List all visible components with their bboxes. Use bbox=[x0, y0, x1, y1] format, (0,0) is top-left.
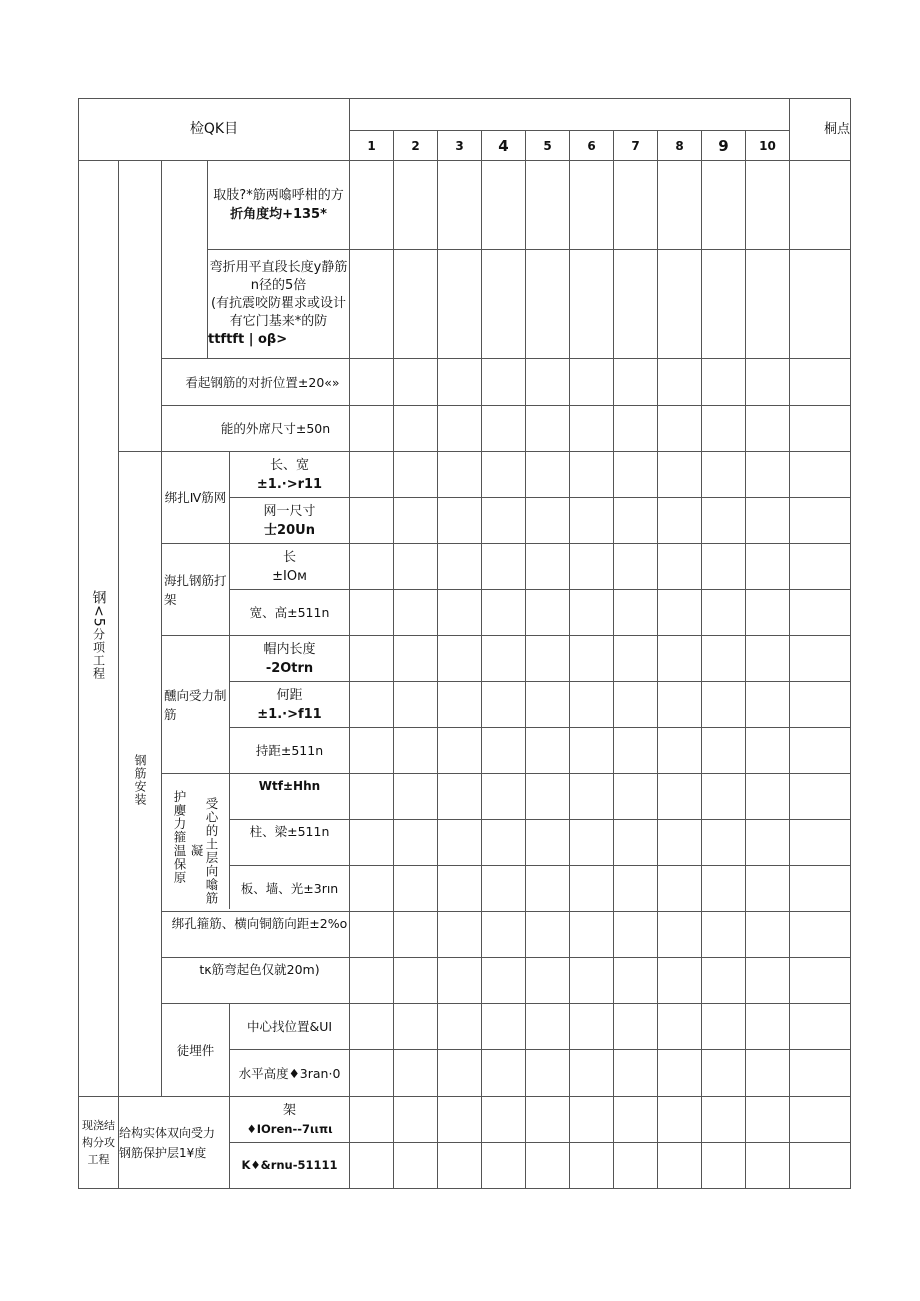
divider-col bbox=[657, 130, 658, 1189]
cast-item bbox=[119, 1097, 229, 1188]
cast-section-label bbox=[79, 1097, 118, 1188]
column-number: 4 bbox=[498, 136, 509, 155]
cover-column-beam: 柱、梁±511n bbox=[249, 823, 330, 839]
embedded-center: 中心找位置&UI bbox=[246, 1019, 333, 1034]
divider-col bbox=[789, 98, 790, 1189]
mesh-size bbox=[230, 498, 349, 543]
cast-frame-line: ♦IOren--7ιιπι bbox=[246, 1121, 333, 1136]
cast-item-line: 钢筋保护层1¥度 bbox=[119, 1145, 207, 1160]
column-number: 10 bbox=[759, 138, 776, 153]
cover-label bbox=[162, 774, 229, 911]
column-number: 8 bbox=[675, 138, 684, 153]
stress-bars-label: 醺向受力制筋 bbox=[164, 687, 227, 722]
section-label-main-b: 分项工程 bbox=[91, 627, 106, 680]
spacing-line: 何距 bbox=[276, 687, 303, 703]
divider-col bbox=[525, 130, 526, 1189]
frame-length-line: ±IOм bbox=[272, 568, 307, 584]
mesh-size-line: 士20Un bbox=[264, 522, 315, 538]
bend-length-line: n径的5倍 bbox=[250, 278, 307, 293]
outer-size-item: 能的外席尺寸±50n bbox=[220, 421, 331, 436]
mesh-size-line: 网一尺寸 bbox=[263, 503, 316, 519]
bind-mesh-label: 绑扎Ⅳ筋网 bbox=[164, 490, 227, 505]
bind-frame-label: 海扎钢筋打架 bbox=[164, 572, 227, 607]
divider-label bbox=[118, 160, 119, 1189]
mesh-lw-line: 长、宽 bbox=[269, 457, 309, 473]
measured-points-header: 桐点 bbox=[823, 122, 850, 137]
divider-col bbox=[701, 130, 702, 1189]
bend-angle-item bbox=[208, 161, 349, 249]
bend-length-line: (有抗震咬防瞿求或设计 bbox=[210, 296, 347, 311]
divider-col bbox=[437, 130, 438, 1189]
cover-slab-wall: 板、墙、光±3rın bbox=[240, 881, 339, 896]
anchor-line: -2Otrn bbox=[265, 660, 314, 676]
divider-col bbox=[393, 130, 394, 1189]
spacing-line: ±1.·>f11 bbox=[257, 706, 322, 722]
divider-col bbox=[569, 130, 570, 1189]
frame-length-line: 长 bbox=[282, 549, 296, 565]
embedded-level: 水平高度♦3ran·0 bbox=[238, 1065, 341, 1081]
cover-label-col: 受心的土层向噏筋凝 bbox=[189, 796, 219, 905]
section-label-main bbox=[79, 580, 118, 690]
border-bottom bbox=[78, 1188, 851, 1189]
bend-angle-line: 取肢?*筋两噏呼柑的方 bbox=[213, 188, 344, 203]
cover-label-col: 护廮力箍温保原 bbox=[172, 790, 187, 885]
anchor-length bbox=[230, 636, 349, 681]
install-label bbox=[119, 740, 161, 820]
cast-k-row: K♦&rnu-51111 bbox=[241, 1158, 338, 1172]
column-number: 3 bbox=[455, 138, 464, 153]
divider-items bbox=[349, 98, 350, 1189]
column-number: 2 bbox=[411, 138, 420, 153]
header-bottom bbox=[78, 160, 851, 161]
cover-foundation: Wtf±Hhn bbox=[258, 779, 321, 793]
column-number: 7 bbox=[631, 138, 640, 153]
bend-length-line: 弯折用平直段长度y静筋 bbox=[209, 260, 348, 275]
install-label-text: 钢筋安装 bbox=[133, 754, 147, 806]
frame-length bbox=[230, 544, 349, 589]
divider-col bbox=[481, 130, 482, 1189]
border-right bbox=[850, 98, 851, 1189]
bend-length-line: 有它门基来*的防 bbox=[229, 314, 328, 329]
frame-width-height: 宽、高±511n bbox=[249, 605, 330, 620]
anchor-line: 帽内长度 bbox=[263, 641, 316, 657]
divider-col bbox=[613, 130, 614, 1189]
mesh-lw-line: ±1.·>r11 bbox=[256, 476, 323, 492]
cast-item-line: 给构实体双向受力 bbox=[119, 1125, 216, 1140]
bend-angle-line: 折角度均+135* bbox=[230, 207, 327, 222]
cast-label-line: 工程 bbox=[87, 1153, 110, 1166]
column-number: 6 bbox=[587, 138, 596, 153]
bend-length-line: ttftft | oβ> bbox=[208, 332, 288, 347]
cast-label-line: 构分攻 bbox=[82, 1136, 115, 1149]
column-number: 1 bbox=[367, 138, 376, 153]
cast-label-line: 现浇结 bbox=[82, 1119, 115, 1132]
bend-start-item: tκ筋弯起色仅就20m) bbox=[199, 961, 320, 977]
embedded-label: 徒埋件 bbox=[176, 1042, 215, 1058]
bend-length-item bbox=[208, 250, 349, 358]
cast-frame bbox=[230, 1097, 349, 1142]
mesh-length-width bbox=[230, 452, 349, 497]
bar-spacing bbox=[230, 682, 349, 727]
divider-col bbox=[745, 130, 746, 1189]
inspection-item-header: 检QK目 bbox=[189, 121, 239, 137]
section-label-main-a: 钢<5 bbox=[90, 590, 107, 628]
cast-frame-line: 架 bbox=[282, 1102, 296, 1118]
stirrup-spacing-item: 绑孔箍筋、横向铜筋向距±2%o bbox=[171, 915, 348, 931]
column-number: 5 bbox=[543, 138, 552, 153]
column-number: 9 bbox=[718, 136, 729, 155]
row-spacing: 持距±511n bbox=[255, 743, 324, 758]
bent-position-item: 看起钢筋的对折位置±20«» bbox=[185, 374, 340, 390]
